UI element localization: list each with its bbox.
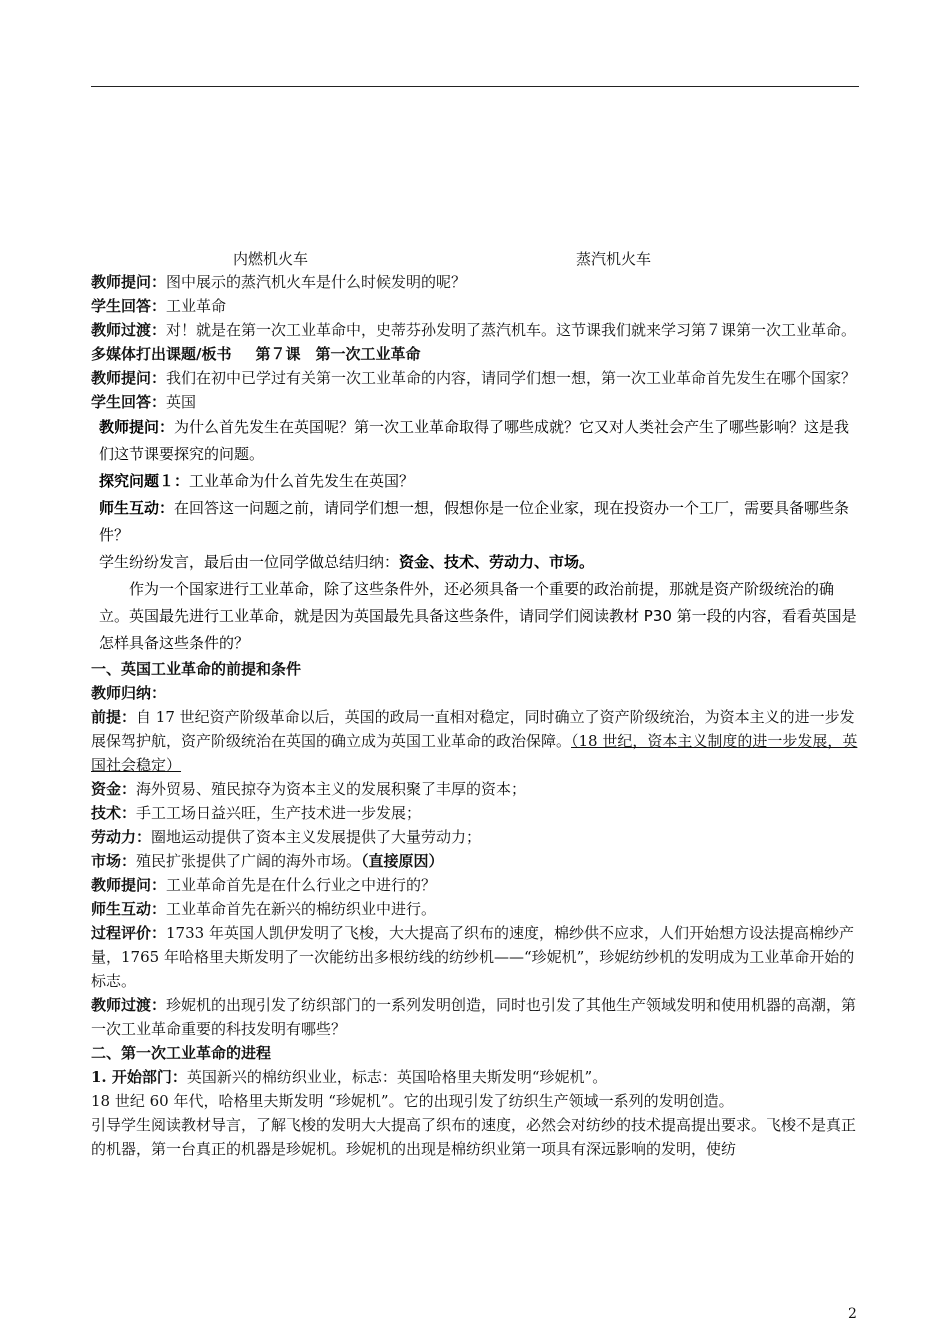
caption-left: 内燃机火车 (233, 250, 309, 268)
paragraph (91, 318, 861, 342)
paragraph: 引导学生阅读教材导言，了解飞梭的发明大大提高了织布的速度，必然会对纺纱的技术提高提出要求。飞梭不是真正的机器，第一台真正的机器是珍妮机。珍妮机的出现是棉纺织业第一项具有深远影响的发明，使纺 (91, 1116, 857, 1158)
underlined-note: （18 世纪，资本主义制度的进一步发展，英国社会稳定） (91, 732, 858, 774)
paragraph (91, 921, 861, 993)
board-title: 第７课 第一次工业革命 (255, 345, 421, 363)
key-terms: 资金、技术、劳动力、市场。 (399, 553, 595, 571)
term-label: 1. 开始部门： (91, 1068, 187, 1086)
paragraph: 作为一个国家进行工业革命，除了这些条件外，还必须具备一个重要的政治前提，那就是资产阶级统治的确立。英国最先进行工业革命，就是因为英国最先具备这些条件，请同学们阅读教材 P30 第一段的内容，看看英国是怎样具备这些条件的？ (99, 580, 857, 652)
caption-right: 蒸汽机火车 (576, 250, 652, 268)
speaker-label: 探究问题１： (99, 472, 190, 490)
paragraph (91, 801, 861, 825)
paragraph (91, 849, 861, 873)
paragraph (91, 705, 861, 777)
speaker-label: 教师提问： (99, 418, 175, 436)
paragraph (91, 390, 861, 414)
speaker-label: 教师过渡： (91, 321, 167, 339)
speaker-label: 教师提问： (91, 876, 167, 894)
summary-label: 教师归纳： (91, 684, 167, 702)
term-label: 资金： (91, 780, 137, 798)
paragraph-text: 自 17 世纪资产阶级革命以后，英国的政局一直相对稳定，同时确立了资产阶级统治，为资本主义的进一步发展保驾护航，资产阶级统治在英国的确立成为英国工业革命的政治保障。 (91, 708, 855, 750)
paragraph-text: 工业革命首先是在什么行业之中进行的？ (166, 876, 437, 894)
paragraph-text: 英国 (166, 393, 197, 411)
paragraph-text: 海外贸易、殖民掠夺为资本主义的发展积聚了丰厚的资本； (136, 780, 527, 798)
scanned-passage (91, 414, 861, 657)
speaker-label: 过程评价： (91, 924, 167, 942)
speaker-label: 师生互动： (91, 900, 167, 918)
term-label: 技术： (91, 804, 137, 822)
speaker-label: 师生互动： (99, 499, 175, 517)
paragraph-text: 图中展示的蒸汽机火车是什么时候发明的呢？ (166, 273, 467, 291)
term-label: 市场： (91, 852, 137, 870)
lesson-title (91, 342, 861, 366)
paragraph (99, 468, 861, 495)
board-label: 多媒体打出课题/板书 (91, 345, 232, 363)
paragraph-text: 殖民扩张提供了广阔的海外市场。 (136, 852, 362, 870)
paragraph-text: 英国新兴的棉纺织业业，标志：英国哈格里夫斯发明“珍妮机”。 (186, 1068, 608, 1086)
speaker-label: 教师提问： (91, 369, 167, 387)
paragraph (91, 825, 861, 849)
speaker-label: 教师提问： (91, 273, 167, 291)
header-rule (91, 86, 859, 87)
paragraph (99, 414, 861, 468)
paragraph-text: 学生纷纷发言，最后由一位同学做总结归纳： (99, 553, 400, 571)
paragraph-text: 在回答这一问题之前，请同学们想一想，假想你是一位企业家，现在投资办一个工厂，需要具备哪些条件？ (99, 499, 850, 544)
paragraph (91, 366, 861, 390)
page-number: 2 (848, 1306, 857, 1322)
term-label: 前提： (91, 708, 137, 726)
speaker-label: 学生回答： (91, 393, 167, 411)
paragraph (91, 1065, 861, 1089)
paragraph-text: 工业革命 (166, 297, 227, 315)
term-label: 劳动力： (91, 828, 152, 846)
paragraph (91, 873, 861, 897)
paragraph (91, 993, 861, 1041)
paragraph (99, 549, 861, 576)
paragraph (99, 495, 861, 549)
paragraph-text: 圈地运动提供了资本主义发展提供了大量劳动力； (151, 828, 482, 846)
paragraph-text: 工业革命首先在新兴的棉纺织业中进行。 (166, 900, 437, 918)
paragraph (91, 897, 861, 921)
paragraph-text: 手工工场日益兴旺，生产技术进一步发展； (136, 804, 422, 822)
paragraph (91, 294, 861, 318)
paragraph-text: 1733 年英国人凯伊发明了飞梭，大大提高了织布的速度，棉纱供不应求，人们开始想方设法提高棉纱产量，1765 年哈格里夫斯发明了一次能纺出多根纺线的纺纱机——“珍妮机”，珍妮纺纱机的发明成为工业革命开始的标志。 (91, 924, 855, 990)
paragraph (91, 777, 861, 801)
paragraph: 18 世纪 60 年代，哈格里夫斯发明 “珍妮机”。它的出现引发了纺织生产领域一系列的发明创造。 (91, 1092, 734, 1110)
paragraph-text: 为什么首先发生在英国呢？第一次工业革命取得了哪些成就？它又对人类社会产生了哪些影响？这是我们这节课要探究的问题。 (99, 418, 850, 463)
paragraph-text: 工业革命为什么首先发生在英国？ (189, 472, 415, 490)
speaker-label: 教师过渡： (91, 996, 167, 1014)
paragraph (91, 270, 861, 294)
section-heading: 一、英国工业革命的前提和条件 (91, 660, 302, 678)
section-heading: 二、第一次工业革命的进程 (91, 1044, 272, 1062)
paragraph-text: 对！就是在第一次工业革命中，史蒂芬孙发明了蒸汽机车。这节课我们就来学习第７课第一次工业革命。 (166, 321, 857, 339)
note: （直接原因） (361, 852, 444, 870)
paragraph-text: 珍妮机的出现引发了纺织部门的一系列发明创造，同时也引发了其他生产领域发明和使用机器的高潮，第一次工业革命重要的科技发明有哪些？ (91, 996, 857, 1038)
document-body (91, 270, 861, 1161)
speaker-label: 学生回答： (91, 297, 167, 315)
paragraph-text: 我们在初中已学过有关第一次工业革命的内容，请同学们想一想，第一次工业革命首先发生在哪个国家？ (166, 369, 857, 387)
